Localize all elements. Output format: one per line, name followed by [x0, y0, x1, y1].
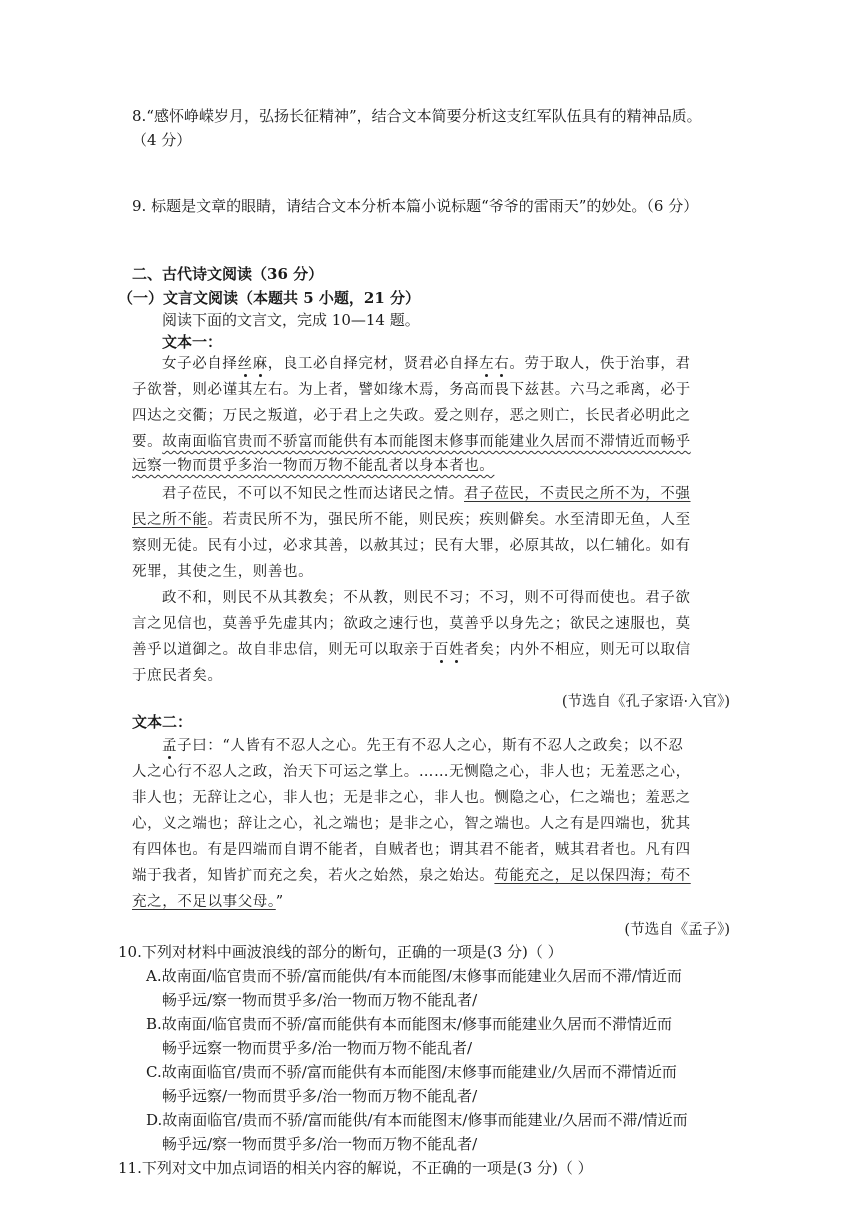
text1-source: (节选自《孔子家语·入官》): [561, 694, 730, 710]
emphasis-dot: 百: [434, 642, 450, 658]
underlined-sentence: 充之，不足以事父母。: [132, 894, 276, 910]
text1-p3-line2: 言之见信也，莫善乎先虚其内；欲政之速行也，莫善乎以身先之；欲民之速服也，莫: [132, 616, 691, 632]
question-10-option-a-line1: A.故南面/临官贵而不骄/富而能供/有本而能图/末修事而能建业久居而不滞/情近而: [146, 967, 682, 985]
text1-p2-line2: 民之所不能。若责民所不为，强民所不能，则民疾；疾则僻矣。水至清即无鱼，人至: [132, 512, 691, 528]
question-10-option-a-line2: 畅乎远/察一物而贯乎多/治一物而万物不能乱者/: [162, 991, 478, 1009]
text1-p1-line4: 要。故南面临官贵而不骄富而能供有本而能图末修事而能建业久居而不滞情近而畅乎: [132, 434, 691, 450]
text1-p1-line1: 女子必自择丝麻，良工必自择完材，贤君必自择左右。劳于取人，佚于治事，君: [162, 356, 691, 372]
text1-p2-line1: 君子莅民，不可以不知民之性而达诸民之情。君子莅民，不责民之所不为，不强: [162, 486, 691, 502]
emphasis-dot: 麻: [252, 356, 268, 372]
text1-p3-line3: 善乎以道御之。故自非忠信，则无可以取亲于百姓者矣；内外不相应，则无可以取信: [132, 642, 691, 658]
question-11-stem: 11.下列对文中加点词语的相关内容的解说，不正确的一项是(3 分)（ ）: [118, 1159, 593, 1177]
text1-p3-line1: 政不和，则民不从其教矣；不从教，则民不习；不习，则不可得而使也。君子欲: [162, 590, 691, 606]
text2-source: (节选自《孟子》): [624, 922, 730, 938]
question-10-option-b-line2: 畅乎远察一物而贯乎多/治一物而万物不能乱者/: [162, 1039, 473, 1057]
underlined-sentence: 君子莅民，不责民之所不为，不强: [464, 486, 691, 502]
question-10-option-d-line1: D.故南面临官/贵而不骄/富而能供/有本而能图末/修事而能建业/久居而不滞/情近而: [146, 1111, 688, 1129]
emphasis-dot: 孟: [162, 738, 178, 754]
question-10-stem: 10.下列对材料中画波浪线的部分的断句，正确的一项是(3 分)（ ）: [118, 943, 563, 961]
emphasis-dot: 丝: [237, 356, 253, 372]
emphasis-dot: 左: [479, 356, 495, 372]
section-2-title: 二、古代诗文阅读（36 分）: [132, 265, 324, 283]
question-8-line2: （4 分）: [132, 131, 192, 149]
text2-line1: 孟子曰：“人皆有不忍人之心。先王有不忍人之心，斯有不忍人之政矣；以不忍: [162, 738, 684, 754]
text2-line7: 充之，不足以事父母。”: [132, 894, 284, 910]
question-10-option-b-line1: B.故南面/临官贵而不骄/富而能供有本而能图末/修事而能建业久居而不滞情近而: [146, 1015, 672, 1033]
text2-line3: 非人也；无辞让之心，非人也；无是非之心，非人也。恻隐之心，仁之端也；羞恶之: [132, 790, 691, 806]
underlined-sentence: 苟能充之，足以保四海；苟不: [494, 868, 691, 884]
question-9: 9. 标题是文章的眼睛，请结合文本分析本篇小说标题“爷爷的雷雨天”的妙处。（6 分）: [132, 197, 699, 215]
text1-p2-line4: 死罪，其使之生，则善也。: [132, 564, 314, 580]
text1-p3-line4: 于庶民者矣。: [132, 668, 223, 684]
text1-p2-line3: 察则无徒。民有小过，必求其善，以赦其过；民有大罪，必原其故，以仁辅化。如有: [132, 538, 691, 554]
emphasis-dot: 右: [494, 356, 510, 372]
wavy-underline-passage: 故南面临官贵而不骄富而能供有本而能图末修事而能建业久居而不滞情近而畅乎: [162, 434, 691, 450]
wavy-underline-passage: 远察一物而贯乎多治一物而万物不能乱者以身本者也。: [132, 458, 495, 474]
subsection-1-title: （一）文言文阅读（本题共 5 小题，21 分）: [118, 289, 420, 307]
text2-line6: 端于我者，知皆扩而充之矣，若火之始然，泉之始达。苟能充之，足以保四海；苟不: [132, 868, 691, 884]
text1-label: 文本一：: [162, 333, 223, 351]
question-10-option-c-line2: 畅乎远察/一物而贯乎多/治一物而万物不能乱者/: [162, 1087, 478, 1105]
text2-label: 文本二：: [132, 713, 193, 731]
emphasis-dot: 姓: [449, 642, 465, 658]
question-10-option-c-line1: C.故南面临官/贵而不骄/富而能供有本而能图/末修事而能建业/久居而不滞情近而: [146, 1063, 677, 1081]
underlined-sentence: 民之所不能: [132, 512, 208, 528]
text2-line2: 人之心行不忍人之政，治天下可运之掌上。……无恻隐之心，非人也；无羞恶之心，: [132, 764, 691, 780]
reading-instruction: 阅读下面的文言文，完成 10—14 题。: [162, 311, 420, 329]
text1-p1-line3: 四达之交衢；万民之叛道，必于君上之失政。爱之则存，恶之则亡，长民者必明此之: [132, 408, 691, 424]
text1-p1-line2: 子欲誉，则必谨其左右。为上者，譬如缘木焉，务高而畏下兹甚。六马之乖离，必于: [132, 382, 691, 398]
text2-line5: 有四体也。有是四端而自谓不能者，自贼者也；谓其君不能者，贼其君者也。凡有四: [132, 842, 691, 858]
question-8-line1: 8.“感怀峥嵘岁月，弘扬长征精神”，结合文本简要分析这支红军队伍具有的精神品质。: [132, 107, 702, 125]
text2-line4: 心，义之端也；辞让之心，礼之端也；是非之心，智之端也。人之有是四端也，犹其: [132, 816, 691, 832]
text1-p1-line5: [132, 456, 494, 476]
question-10-option-d-line2: 畅乎远/察一物而贯乎多/治一物而万物不能乱者/: [162, 1135, 478, 1153]
